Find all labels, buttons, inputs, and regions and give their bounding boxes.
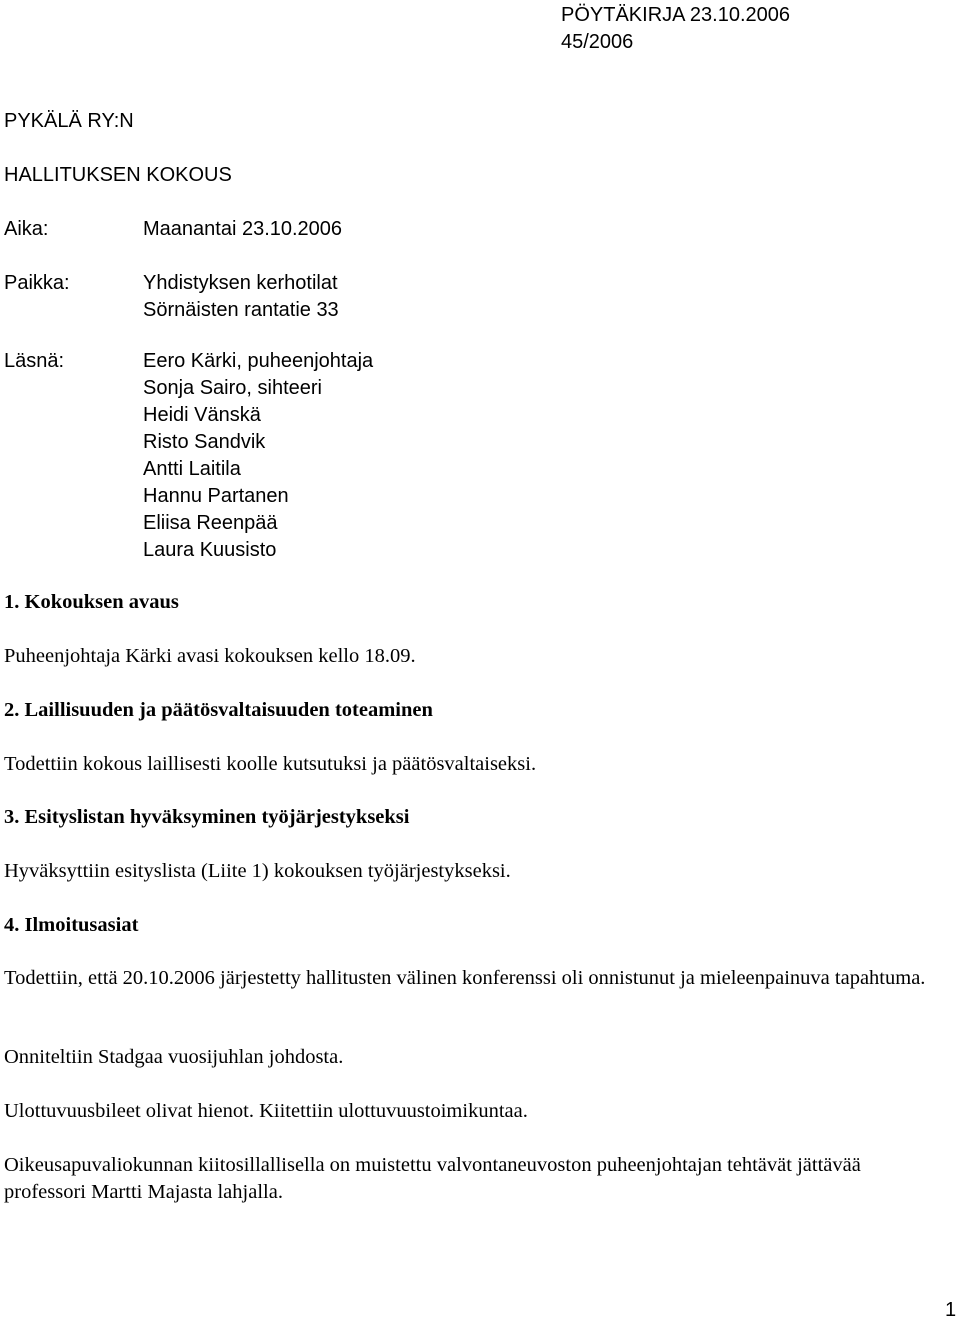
section-paragraph: Oikeusapuvaliokunnan kiitosillallisella on muistettu valvontaneuvoston puheenjohtajan tehtävät jättävää professori Martti Majasta lahjalla.	[4, 1154, 861, 1203]
section-paragraph: Onniteltiin Stadgaa vuosijuhlan johdosta.	[4, 1046, 344, 1068]
place-line: Sörnäisten rantatie 33	[143, 299, 339, 321]
section-paragraph: Puheenjohtaja Kärki avasi kokouksen kello 18.09.	[4, 645, 416, 667]
attendee: Eliisa Reenpää	[143, 512, 278, 534]
attendee: Eero Kärki, puheenjohtaja	[143, 350, 374, 372]
section-heading: 1. Kokouksen avaus	[4, 591, 179, 613]
section-paragraph: Ulottuvuusbileet olivat hienot. Kiitettiin ulottuvuustoimikuntaa.	[4, 1100, 528, 1122]
section-heading: 2. Laillisuuden ja päätösvaltaisuuden toteaminen	[4, 699, 433, 721]
section-paragraph: Todettiin, että 20.10.2006 järjestetty hallitusten välinen konferenssi oli onnistunut ja mieleenpainuva tapahtuma.	[4, 967, 926, 989]
attendee: Sonja Sairo, sihteeri	[143, 377, 322, 399]
org-name: PYKÄLÄ RY:N	[4, 110, 134, 132]
present-label: Läsnä:	[4, 350, 65, 372]
protocol-title: PÖYTÄKIRJA 23.10.2006	[561, 4, 791, 26]
place-label: Paikka:	[4, 272, 70, 294]
attendee: Antti Laitila	[143, 458, 241, 480]
page-number: 1	[945, 1299, 957, 1321]
section-paragraph: Hyväksyttiin esityslista (Liite 1) kokouksen työjärjestykseksi.	[4, 860, 511, 882]
time-value: Maanantai 23.10.2006	[143, 218, 343, 240]
attendee: Risto Sandvik	[143, 431, 266, 453]
attendee: Hannu Partanen	[143, 485, 289, 507]
meeting-title: HALLITUKSEN KOKOUS	[4, 164, 232, 186]
place-line: Yhdistyksen kerhotilat	[143, 272, 338, 294]
attendee: Laura Kuusisto	[143, 539, 277, 561]
section-paragraph: Todettiin kokous laillisesti koolle kutsutuksi ja päätösvaltaiseksi.	[4, 753, 537, 775]
section-heading: 4. Ilmoitusasiat	[4, 914, 139, 936]
time-label: Aika:	[4, 218, 49, 240]
protocol-number: 45/2006	[561, 31, 634, 53]
attendee: Heidi Vänskä	[143, 404, 261, 426]
section-heading: 3. Esityslistan hyväksyminen työjärjestykseksi	[4, 806, 410, 828]
